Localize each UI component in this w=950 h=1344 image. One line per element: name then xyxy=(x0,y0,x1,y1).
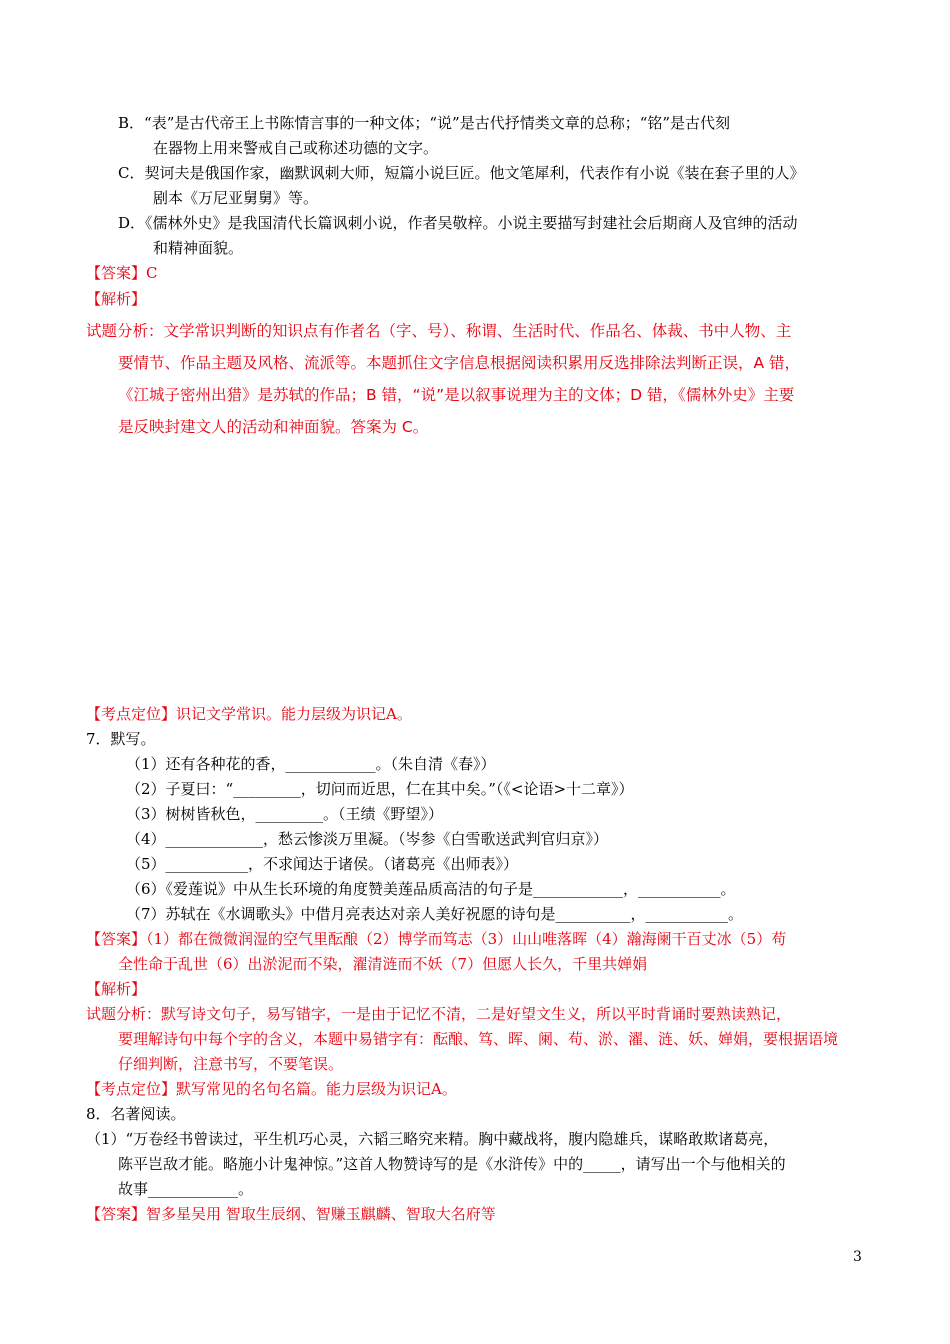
q7-item: （5）___________，不求闻达于诸侯。（诸葛亮《出师表》） xyxy=(126,855,519,873)
q6-analysis-label: 【解析】 xyxy=(86,290,147,308)
q7-answer-line-2: 全性命于乱世（6）出淤泥而不染，濯清涟而不妖（7）但愿人长久，千里共婵娟 xyxy=(118,955,648,973)
q6-analysis-line-3: 《江城子密州出猎》是苏轼的作品；B 错，“说”是以叙事说理为主的文体；D 错，《儒林外史》主要 xyxy=(118,386,795,404)
q7-item: （6）《爱莲说》中从生长环境的角度赞美莲品质高洁的句子是____________，___________。 xyxy=(126,880,736,898)
q6-analysis-line-4: 是反映封建文人的活动和神面貌。答案为 C。 xyxy=(118,418,429,436)
option-c-line-1: C．契诃夫是俄国作家，幽默讽刺大师，短篇小说巨匠。他文笔犀利，代表作有小说《装在套子里的人》 xyxy=(118,164,805,182)
q8-answer: 【答案】智多星吴用 智取生辰纲、智赚玉麒麟、智取大名府等 xyxy=(86,1205,496,1223)
option-b-line-2: 在器物上用来警戒自己或称述功德的文字。 xyxy=(153,139,439,157)
q7-item: （3）树树皆秋色，_________。（王绩《野望》） xyxy=(126,805,444,823)
q8-p1-line-1: （1）“万卷经书曾读过，平生机巧心灵，六韬三略究来精。胸中藏战将，腹内隐雄兵，谋略敢欺诸葛亮， xyxy=(86,1130,779,1148)
q7-analysis-line-3: 仔细判断，注意书写，不要笔误。 xyxy=(118,1055,344,1073)
option-d-line-2: 和精神面貌。 xyxy=(153,239,244,257)
q7-item: （7）苏轼在《水调歌头》中借月亮表达对亲人美好祝愿的诗句是__________，___________。 xyxy=(126,905,744,923)
q8-p1-line-2: 陈平岂敌才能。略施小计鬼神惊。”这首人物赞诗写的是《水浒传》中的_____，请写出一个与他相关的 xyxy=(118,1155,786,1173)
option-c-line-2: 剧本《万尼亚舅舅》等。 xyxy=(153,189,319,207)
q7-analysis-line-1: 试题分析：默写诗文句子，易写错字，一是由于记忆不清，二是好望文生义，所以平时背诵时要熟读熟记， xyxy=(86,1005,792,1023)
option-d-line-1: D．《儒林外史》是我国清代长篇讽刺小说，作者吴敬梓。小说主要描写封建社会后期商人及官绅的活动 xyxy=(118,214,798,232)
q7-analysis-line-2: 要理解诗句中每个字的含义，本题中易错字有：酝酿、笃、晖、阑、苟、淤、濯、涟、妖、婵娟，要根据语境 xyxy=(118,1030,839,1048)
q7-title: 7．默写。 xyxy=(86,730,156,748)
q6-analysis-line-2: 要情节、作品主题及风格、流派等。本题抓住文字信息根据阅读积累用反选排除法判断正误，A 错， xyxy=(118,354,801,372)
q7-analysis-label: 【解析】 xyxy=(86,980,147,998)
q7-item: （2）子夏曰：“_________，切问而近思，仁在其中矣。”（《<论语>十二章》） xyxy=(126,780,634,798)
q7-item: （4）_____________，愁云惨淡万里凝。（岑参《白雪歌送武判官归京》） xyxy=(126,830,609,848)
q6-kaodian: 【考点定位】识记文学常识。能力层级为识记A。 xyxy=(86,705,412,723)
q6-answer: 【答案】C xyxy=(86,264,158,282)
option-b-line-1: B．“表”是古代帝王上书陈情言事的一种文体；“说”是古代抒情类文章的总称；“铭”是古代刻 xyxy=(118,114,731,132)
q8-p1-line-3: 故事____________。 xyxy=(118,1180,254,1198)
page-number: 3 xyxy=(853,1249,862,1265)
q6-analysis-line-1: 试题分析：文学常识判断的知识点有作者名（字、号）、称谓、生活时代、作品名、体裁、书中人物、主 xyxy=(86,322,792,340)
q8-title: 8．名著阅读。 xyxy=(86,1105,186,1123)
q7-item: （1）还有各种花的香，____________。（朱自清《春》） xyxy=(126,755,496,773)
q7-kaodian: 【考点定位】默写常见的名句名篇。能力层级为识记A。 xyxy=(86,1080,457,1098)
q7-answer-line-1: 【答案】（1）都在微微润湿的空气里酝酿（2）博学而笃志（3）山山唯落晖（4）瀚海阑干百丈冰（5）苟 xyxy=(86,930,787,948)
